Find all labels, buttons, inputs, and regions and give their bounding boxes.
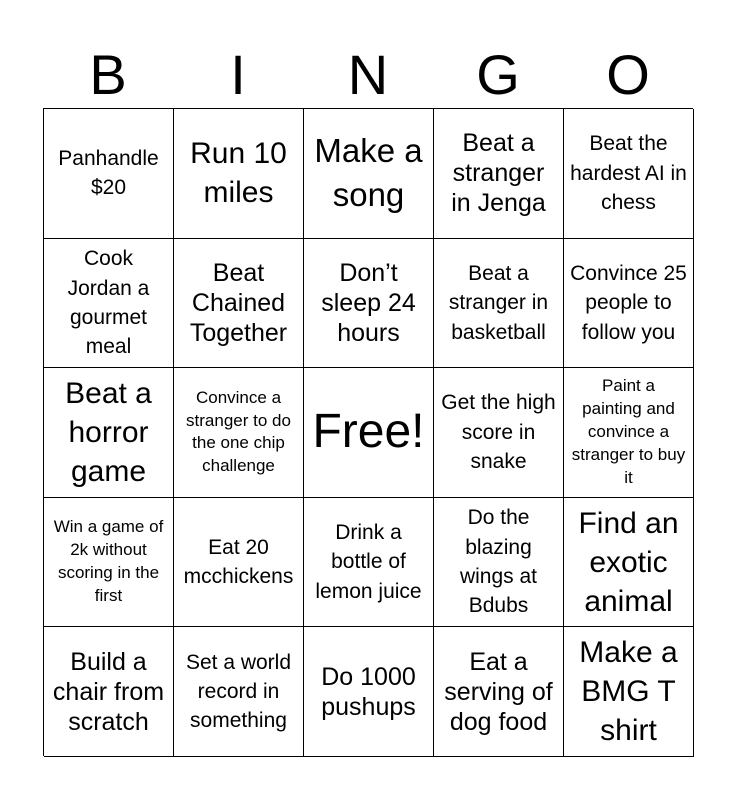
bingo-cell[interactable] (564, 498, 694, 628)
bingo-cell[interactable] (44, 109, 174, 239)
bingo-cell[interactable] (564, 109, 694, 239)
cell-text: Convince a stranger to do the one chip challenge (186, 387, 291, 476)
cell-text: Paint a painting and convince a stranger to buy it (571, 376, 686, 487)
cell-text: Get the high score in snake (441, 391, 556, 474)
header-letter-n: N (347, 43, 389, 106)
header-letter-g: G (476, 43, 520, 106)
bingo-cell[interactable] (434, 239, 564, 369)
bingo-cell[interactable] (434, 498, 564, 628)
cell-text: Build a chair from scratch (52, 647, 165, 736)
bingo-cell[interactable] (434, 368, 564, 498)
cell-text: Drink a bottle of lemon juice (315, 520, 422, 603)
cell-text: Free! (312, 405, 425, 459)
free-space-cell[interactable] (304, 368, 434, 498)
cell-text: Beat a stranger in Jenga (451, 129, 546, 218)
cell-text: Beat a stranger in basketball (448, 261, 549, 344)
bingo-header (43, 42, 693, 108)
cell-text: Make a BMG T shirt (579, 636, 678, 748)
bingo-cell[interactable] (174, 109, 304, 239)
cell-text: Eat 20 mcchickens (183, 535, 294, 589)
bingo-cell[interactable] (434, 627, 564, 757)
cell-text: Convince 25 people to follow you (570, 261, 687, 344)
bingo-cell[interactable] (304, 498, 434, 628)
cell-text: Eat a serving of dog food (444, 647, 553, 736)
header-letter-b: B (89, 43, 127, 106)
cell-text: Beat the hardest AI in chess (570, 132, 687, 214)
bingo-cell[interactable] (564, 627, 694, 757)
bingo-cell[interactable] (564, 239, 694, 369)
cell-text: Don’t sleep 24 hours (321, 258, 416, 347)
bingo-cell[interactable] (44, 239, 174, 369)
cell-text: Beat a horror game (65, 376, 152, 488)
header-letter-i: I (230, 43, 246, 106)
cell-text: Run 10 miles (190, 137, 287, 210)
cell-text: Cook Jordan a gourmet meal (67, 247, 150, 359)
bingo-cell[interactable] (564, 368, 694, 498)
bingo-cell[interactable] (304, 627, 434, 757)
cell-text: Win a game of 2k without scoring in the first (53, 517, 164, 606)
bingo-cell[interactable] (304, 109, 434, 239)
bingo-cell[interactable] (174, 368, 304, 498)
cell-text: Make a song (314, 131, 423, 214)
bingo-cell[interactable] (174, 498, 304, 628)
bingo-cell[interactable] (174, 627, 304, 757)
bingo-cell[interactable] (44, 627, 174, 757)
cell-text: Set a world record in something (185, 650, 292, 733)
bingo-cell[interactable] (44, 368, 174, 498)
bingo-cell[interactable] (174, 239, 304, 369)
cell-text: Do the blazing wings at Bdubs (459, 506, 538, 618)
cell-text: Beat Chained Together (189, 258, 288, 347)
cell-text: Find an exotic animal (578, 506, 679, 618)
bingo-cell[interactable] (304, 239, 434, 369)
header-letter-o: O (606, 43, 650, 106)
cell-text: Panhandle $20 (58, 146, 159, 200)
bingo-cell[interactable] (44, 498, 174, 628)
bingo-board (43, 108, 693, 756)
bingo-cell[interactable] (434, 109, 564, 239)
cell-text: Do 1000 pushups (321, 662, 416, 721)
